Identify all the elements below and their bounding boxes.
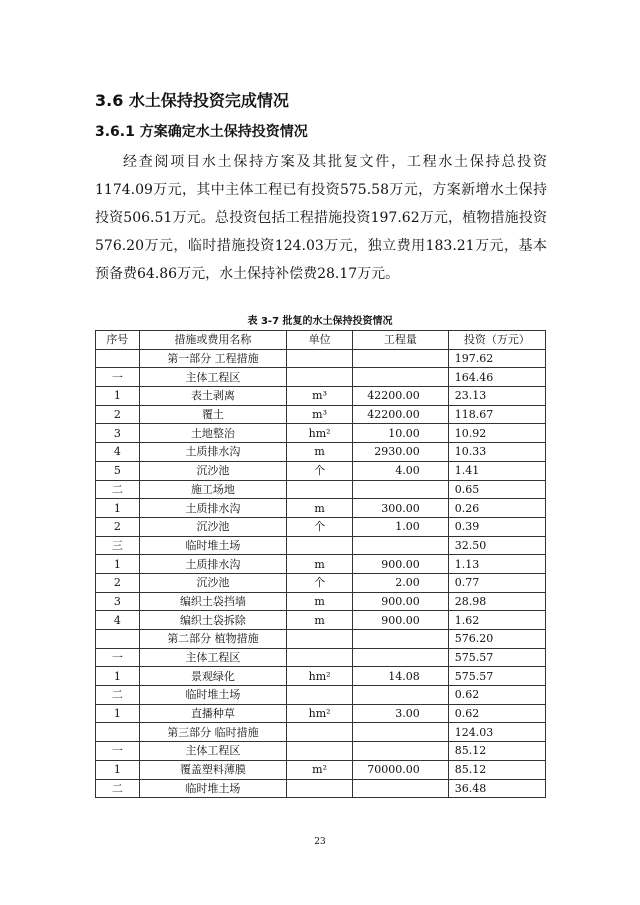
row-seq: 2 [96,517,140,536]
row-name: 临时堆土场 [139,686,287,705]
row-unit: hm² [287,667,353,686]
table-row [96,517,546,536]
row-seq: 二 [96,779,140,798]
row-seq: 二 [96,686,140,705]
row-quantity [352,648,448,667]
row-unit: m³ [287,405,353,424]
row-investment: 0.26 [448,499,545,518]
table-header-row [96,331,546,350]
row-name: 临时堆土场 [139,536,287,555]
table-row [96,686,546,705]
row-quantity [352,779,448,798]
row-unit [287,368,353,387]
table-row [96,499,546,518]
row-unit: hm² [287,704,353,723]
table-row [96,667,546,686]
header-investment: 投资（万元） [448,331,545,350]
row-seq: 1 [96,667,140,686]
row-unit [287,742,353,761]
row-investment: 164.46 [448,368,545,387]
table-body [96,349,546,798]
row-quantity: 4.00 [352,461,448,480]
row-unit: m [287,499,353,518]
row-investment: 1.41 [448,461,545,480]
row-name: 临时堆土场 [139,779,287,798]
table-row [96,387,546,406]
row-name: 施工场地 [139,480,287,499]
row-name: 第二部分 植物措施 [139,630,287,649]
row-unit: m [287,443,353,462]
row-seq: 一 [96,648,140,667]
row-quantity [352,742,448,761]
table-row [96,424,546,443]
row-seq: 3 [96,592,140,611]
table-row [96,480,546,499]
row-investment: 36.48 [448,779,545,798]
row-unit [287,779,353,798]
row-unit: m² [287,760,353,779]
row-name: 土地整治 [139,424,287,443]
row-seq: 1 [96,704,140,723]
row-quantity: 3.00 [352,704,448,723]
table-row [96,630,546,649]
row-unit [287,480,353,499]
row-unit: 个 [287,573,353,592]
row-name: 编织土袋挡墙 [139,592,287,611]
table-row [96,742,546,761]
row-name: 直播种草 [139,704,287,723]
row-quantity [352,368,448,387]
row-name: 景观绿化 [139,667,287,686]
row-investment: 28.98 [448,592,545,611]
row-quantity: 2930.00 [352,443,448,462]
page-number: 23 [314,837,326,847]
header-seq: 序号 [96,331,140,350]
row-quantity: 2.00 [352,573,448,592]
row-name: 第三部分 临时措施 [139,723,287,742]
row-unit: 个 [287,461,353,480]
header-quantity: 工程量 [352,331,448,350]
row-name: 主体工程区 [139,742,287,761]
row-seq: 1 [96,555,140,574]
table-row [96,779,546,798]
row-unit: m [287,592,353,611]
table-row [96,760,546,779]
row-unit [287,723,353,742]
row-seq: 2 [96,573,140,592]
table-row [96,648,546,667]
row-quantity: 1.00 [352,517,448,536]
row-investment: 0.65 [448,480,545,499]
header-unit: 单位 [287,331,353,350]
row-investment: 575.57 [448,648,545,667]
row-quantity [352,536,448,555]
row-name: 土质排水沟 [139,443,287,462]
row-seq: 一 [96,742,140,761]
row-name: 表土剥离 [139,387,287,406]
row-quantity: 70000.00 [352,760,448,779]
row-quantity: 300.00 [352,499,448,518]
row-name: 土质排水沟 [139,555,287,574]
table-row [96,405,546,424]
table-row [96,443,546,462]
body-paragraph: 经查阅项目水土保持方案及其批复文件，工程水土保持总投资1174.09万元，其中主体工程已有投资575.58万元，方案新增水土保持投资506.51万元。总投资包括工程措施投资197.62万元，植物措施投资576.20万元，临时措施投资124.03万元，独立费用183.21万元，基本预备费64.86万元，水土保持补偿费28.17万元。 [95,154,547,282]
row-seq: 二 [96,480,140,499]
table-row [96,573,546,592]
row-quantity [352,723,448,742]
row-investment: 85.12 [448,760,545,779]
table-row [96,461,546,480]
table-row [96,611,546,630]
row-investment: 575.57 [448,667,545,686]
row-investment: 1.62 [448,611,545,630]
table-row [96,704,546,723]
row-investment: 23.13 [448,387,545,406]
row-unit: m³ [287,387,353,406]
row-name: 第一部分 工程措施 [139,349,287,368]
row-unit [287,349,353,368]
row-seq: 2 [96,405,140,424]
row-seq: 4 [96,611,140,630]
row-quantity: 10.00 [352,424,448,443]
row-name: 主体工程区 [139,648,287,667]
subsection-heading: 3.6.1 方案确定水土保持投资情况 [95,124,308,140]
row-quantity: 900.00 [352,611,448,630]
table-row [96,555,546,574]
row-seq: 4 [96,443,140,462]
table-row [96,536,546,555]
row-investment: 197.62 [448,349,545,368]
table-row [96,723,546,742]
row-seq: 1 [96,499,140,518]
row-quantity: 14.08 [352,667,448,686]
row-unit: m [287,555,353,574]
row-name: 覆土 [139,405,287,424]
row-seq [96,349,140,368]
row-investment: 32.50 [448,536,545,555]
row-quantity: 42200.00 [352,405,448,424]
row-unit [287,686,353,705]
row-investment: 10.92 [448,424,545,443]
row-name: 土质排水沟 [139,499,287,518]
row-name: 主体工程区 [139,368,287,387]
row-quantity [352,686,448,705]
row-investment: 1.13 [448,555,545,574]
row-unit [287,536,353,555]
row-seq: 一 [96,368,140,387]
row-quantity [352,349,448,368]
table-row [96,349,546,368]
row-quantity [352,480,448,499]
row-investment: 0.77 [448,573,545,592]
row-seq [96,723,140,742]
header-name: 措施或费用名称 [139,331,287,350]
row-name: 沉沙池 [139,573,287,592]
row-unit: hm² [287,424,353,443]
table-row [96,368,546,387]
row-quantity [352,630,448,649]
row-seq: 三 [96,536,140,555]
row-quantity: 900.00 [352,592,448,611]
table-row [96,592,546,611]
investment-table [95,330,546,798]
row-investment: 124.03 [448,723,545,742]
row-name: 编织土袋拆除 [139,611,287,630]
row-investment: 0.62 [448,704,545,723]
row-name: 沉沙池 [139,517,287,536]
row-investment: 118.67 [448,405,545,424]
row-name: 覆盖塑料薄膜 [139,760,287,779]
row-unit: 个 [287,517,353,536]
row-investment: 0.39 [448,517,545,536]
section-heading: 3.6 水土保持投资完成情况 [95,91,289,110]
row-unit [287,648,353,667]
table-caption: 表 3-7 批复的水土保持投资情况 [247,316,393,327]
row-seq: 3 [96,424,140,443]
row-unit [287,630,353,649]
row-name: 沉沙池 [139,461,287,480]
row-investment: 85.12 [448,742,545,761]
row-seq: 5 [96,461,140,480]
row-investment: 0.62 [448,686,545,705]
row-quantity: 42200.00 [352,387,448,406]
row-seq: 1 [96,387,140,406]
row-investment: 576.20 [448,630,545,649]
row-seq: 1 [96,760,140,779]
row-quantity: 900.00 [352,555,448,574]
row-investment: 10.33 [448,443,545,462]
row-seq [96,630,140,649]
row-unit: m [287,611,353,630]
